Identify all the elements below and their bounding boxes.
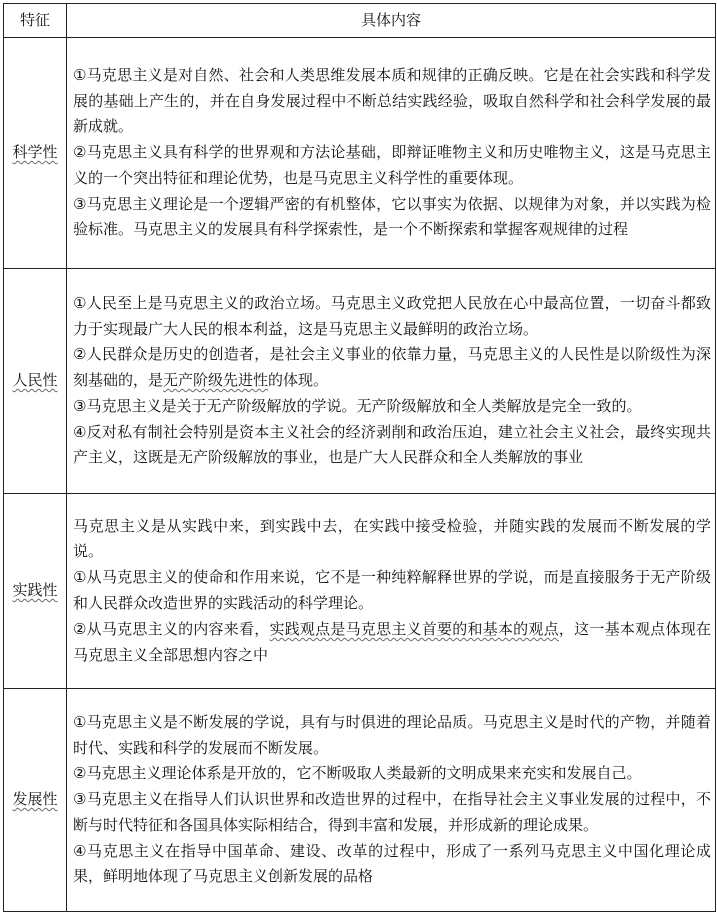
content-cell-science (67, 38, 716, 269)
paragraph-text: ，这一基本观点体现在马克思主义全部思想内容之中 (73, 619, 711, 664)
paragraph: ③马克思主义是关于无产阶级解放的学说。无产阶级解放和全人类解放是完全一致的。 (73, 396, 642, 415)
paragraph: ①人民至上是马克思主义的政治立场。马克思主义政党把人民放在心中最高位置，一切奋斗都致力于实现最广大人民的根本利益，这是马克思主义最鲜明的政治立场。 (73, 293, 711, 338)
paragraph-text: ②人民群众是历史的创造者，是社会主义事业的依靠力量，马克思主义的人民性是以阶级性为深刻基础的，是 (73, 345, 711, 390)
content-cell-people (67, 269, 716, 494)
feature-label: 人民性 (12, 371, 58, 390)
paragraph: ①从马克思主义的使命和作用来说，它不是一种纯粹解释世界的学说，而是直接服务于无产阶级和人民群众改造世界的实践活动的科学理论。 (73, 568, 711, 612)
paragraph-text: ②从马克思主义的内容来看， (73, 619, 270, 638)
table-row (4, 494, 716, 689)
paragraph: ①马克思主义是不断发展的学说，具有与时俱进的理论品质。马克思主义是时代的产物，并随着时代、实践和科学的发展而不断发展。 (73, 712, 711, 757)
table-row (4, 689, 716, 912)
feature-label: 科学性 (12, 143, 58, 162)
feature-table (3, 3, 716, 912)
content-cell-development (67, 689, 716, 912)
paragraph: ③马克思主义理论是一个逻辑严密的有机整体，它以事实为依据、以规律为对象，并以实践为检验标准。马克思主义的发展具有科学探索性，是一个不断探索和掌握客观规律的过程 (73, 194, 711, 239)
feature-cell-practice (4, 494, 67, 689)
feature-label: 发展性 (12, 790, 58, 809)
table-row (4, 269, 716, 494)
wavy-underlined-text: 无产阶级先进性 (163, 371, 269, 390)
paragraph (73, 342, 711, 394)
content-cell-practice (67, 494, 716, 689)
paragraph-text: 的体现。 (268, 371, 329, 390)
paragraph: ④马克思主义在指导中国革命、建设、改革的过程中，形成了一系列马克思主义中国化理论成果，鲜明地体现了马克思主义创新发展的品格 (73, 841, 711, 886)
feature-cell-development (4, 689, 67, 912)
table-row (4, 38, 716, 269)
paragraph: 马克思主义是从实践中来，到实践中去，在实践中接受检验，并随实践的发展而不断发展的学说。 (73, 516, 711, 561)
paragraph: ②马克思主义具有科学的世界观和方法论基础，即辩证唯物主义和历史唯物主义，这是马克思主义的一个突出特征和理论优势，也是马克思主义科学性的重要体现。 (73, 143, 711, 187)
paragraph: ①马克思主义是对自然、社会和人类思维发展本质和规律的正确反映。它是在社会实践和科学发展的基础上产生的，并在自身发展过程中不断总结实践经验，吸取自然科学和社会科学发展的最新成就。 (73, 65, 711, 136)
feature-label: 实践性 (12, 581, 58, 600)
wavy-underlined-text: 实践观点是马克思主义首要的和基本的观点 (269, 619, 559, 638)
paragraph (73, 617, 711, 669)
paragraph: ④反对私有制社会特别是资本主义社会的经济剥削和政治压迫，建立社会主义社会，最终实现共产主义，这既是无产阶级解放的事业，也是广大人民群众和全人类解放的事业 (73, 422, 711, 467)
header-row (4, 4, 716, 38)
header-feature: 特征 (4, 4, 67, 38)
header-content: 具体内容 (67, 4, 716, 38)
paragraph: ③马克思主义在指导人们认识世界和改造世界的过程中，在指导社会主义事业发展的过程中，不断与时代特征和各国具体实际相结合，得到丰富和发展，并形成新的理论成果。 (73, 790, 711, 834)
feature-cell-people (4, 269, 67, 494)
paragraph: ②马克思主义理论体系是开放的，它不断吸取人类最新的文明成果来充实和发展自己。 (73, 764, 642, 783)
feature-cell-science (4, 38, 67, 269)
